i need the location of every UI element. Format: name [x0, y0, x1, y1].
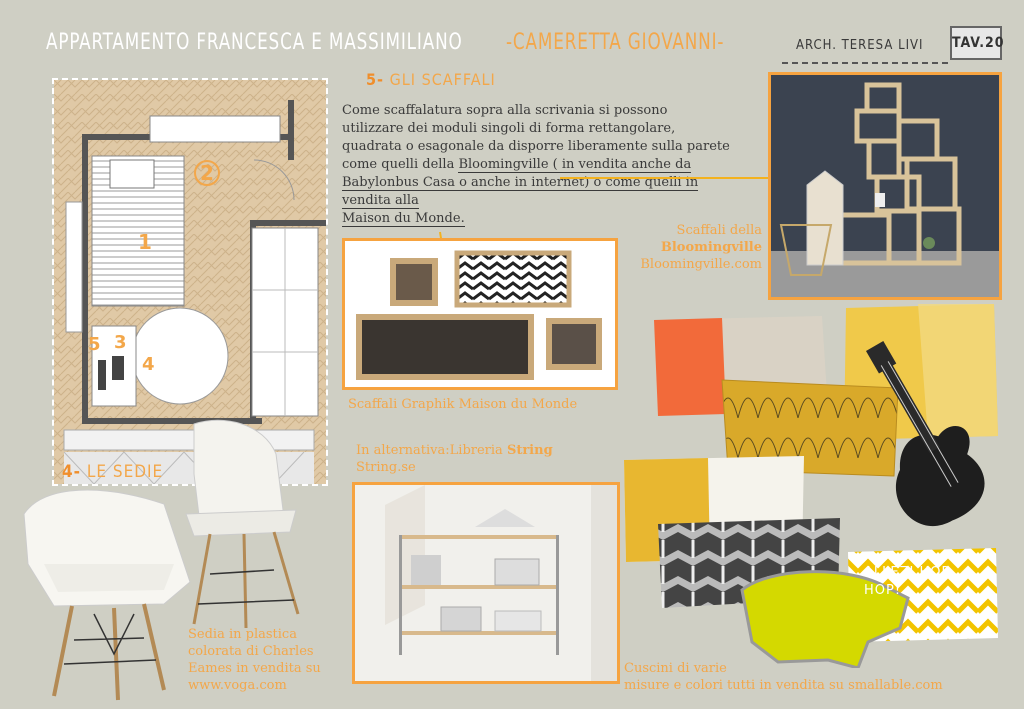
cushions-caption-line1: Cuscini di varie [624, 661, 727, 676]
string-caption-url: String.se [356, 460, 416, 475]
bloomingville-caption-brand: Bloomingville [660, 240, 762, 255]
cushions-caption [624, 660, 943, 694]
plan-label-1: 1 [138, 230, 152, 254]
string-shelf-photo [352, 482, 620, 684]
string-caption-brand: String [506, 443, 553, 458]
plan-label-2: 2 [194, 160, 220, 186]
maison-caption: Scaffali Graphik Maison du Monde [348, 397, 578, 412]
bloomingville-caption [610, 222, 762, 273]
maison-shelves-image [345, 241, 615, 387]
maison-shelves-photo [342, 238, 618, 390]
bloomingville-shelves-image [771, 75, 999, 297]
section4-title: LE SEDIE [86, 462, 164, 482]
string-caption [356, 442, 553, 476]
page-title: APPARTAMENTO FRANCESCA E MASSIMILIANO [46, 30, 463, 55]
section5-title: GLI SCAFFALI [389, 70, 496, 89]
cushions-caption-line2: misure e colori tutti in vendita su smallable.com [624, 678, 943, 693]
pillow-text: ALLEZI HOP HOP! [864, 565, 951, 598]
cushions-image [618, 298, 1024, 668]
maison-reference: Maison du Monde. [342, 211, 465, 226]
string-caption-pre: In alternativa:Libreria [356, 443, 507, 458]
table-number-badge: TAV.20 [950, 26, 1002, 60]
bloomingville-reference: Bloomingville ( in vendita anche da Babylonbus Casa o anche in internet) o come quelli in vendita alla [342, 157, 699, 208]
room-subtitle: -CAMERETTA GIOVANNI- [506, 30, 725, 55]
plan-label-4: 4 [142, 354, 155, 375]
bloomingville-photo [768, 72, 1002, 300]
architect-name: ARCH. TERESA LIVI [796, 38, 924, 53]
section4-number: 4- [62, 462, 81, 482]
plan-label-3: 3 [114, 332, 127, 353]
string-shelf-image [355, 485, 617, 681]
section5-text: Come scaffalatura sopra alla scrivania si possono utilizzare dei moduli singoli di forma rettangolare, quadrata o esagonale da disporre liberamente sulla parete come quelli della [342, 103, 730, 172]
plan-label-5: 5 [88, 334, 101, 355]
bloomingville-caption-url: Bloomingville.com [640, 257, 762, 272]
section5-number: 5- [366, 70, 384, 89]
bloomingville-caption-pre: Scaffali della [676, 223, 762, 238]
chair-caption: Sedia in plastica colorata di Charles Eames in vendita su www.voga.com [188, 627, 321, 693]
